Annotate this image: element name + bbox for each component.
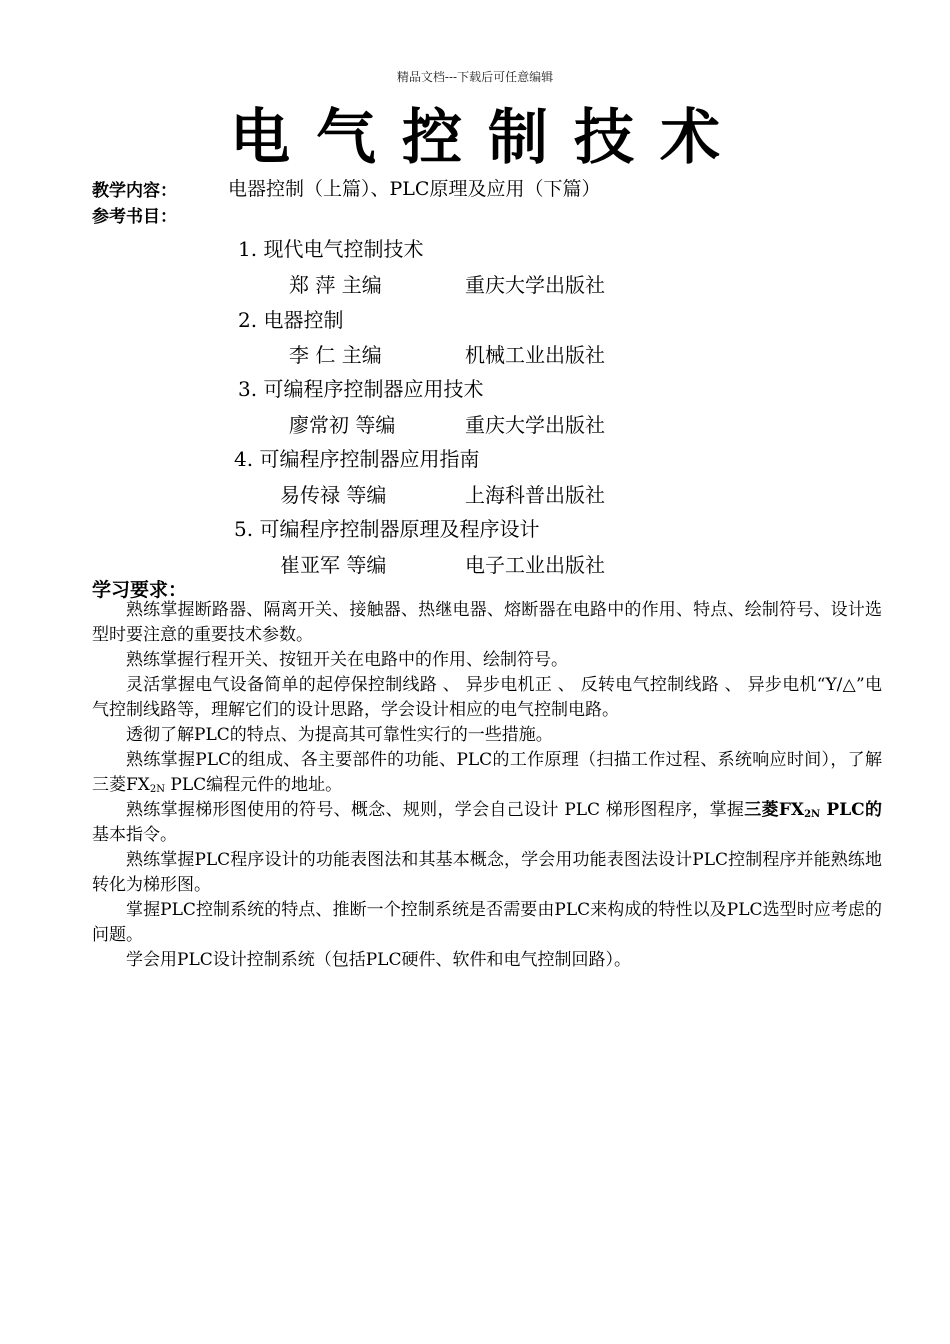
requirement-paragraph: 熟练掌握PLC程序设计的功能表图法和其基本概念，学会用功能表图法设计PLC控制程序并能熟练地转化为梯形图。	[92, 850, 882, 895]
book-author: 廖常初 等编	[289, 413, 396, 437]
requirement-paragraph: 掌握PLC控制系统的特点、推断一个控制系统是否需要由PLC来构成的特性以及PLC选型时应考虑的问题。	[92, 900, 882, 945]
book-entry	[234, 513, 539, 542]
teaching-content-text: 电器控制（上篇）、PLC原理及应用（下篇）	[228, 178, 601, 200]
book-entry	[238, 304, 343, 333]
book-title: 可编程序控制器应用技术	[263, 377, 484, 401]
book-number: 4.	[234, 447, 254, 471]
requirements-label: 学习要求：	[92, 579, 188, 601]
book-number: 2.	[238, 308, 258, 332]
book-author: 李 仁 主编	[289, 343, 382, 367]
requirement-paragraph	[92, 748, 882, 798]
book-entry	[238, 233, 423, 262]
requirement-paragraph: 熟练掌握行程开关、按钮开关在电路中的作用、绘制符号。	[126, 650, 568, 670]
book-entry	[238, 373, 483, 402]
requirement-paragraph: 学会用PLC设计控制系统（包括PLC硬件、软件和电气控制回路）。	[126, 950, 631, 970]
requirement-paragraph: 透彻了解PLC的特点、为提高其可靠性实行的一些措施。	[126, 725, 553, 745]
bold-run: 三菱FX	[744, 800, 805, 820]
requirement-paragraph: 灵活掌握电气设备简单的起停保控制线路 、 异步电机正 、 反转电气控制线路 、 异步电机“Y/△”电气控制线路等，理解它们的设计思路，学会设计相应的电气控制电路。	[92, 675, 882, 720]
requirement-paragraph: 熟练掌握断路器、隔离开关、接触器、热继电器、熔断器在电路中的作用、特点、绘制符号、设计选型时要注意的重要技术参数。	[92, 600, 882, 645]
bold-run: PLC的	[820, 800, 882, 820]
book-author: 郑 萍 主编	[289, 273, 382, 297]
text-run: 熟练掌握梯形图使用的符号、概念、规则，学会自己设计 PLC 梯形图程序，掌握	[126, 800, 745, 820]
text-run: PLC编程元件的地址。	[165, 775, 343, 795]
text-run: 熟练掌握PLC的组成、各主要部件的功能、PLC的工作原理（扫描工作过程、系统响应时间），了解三菱FX	[92, 750, 882, 795]
book-entry	[234, 443, 479, 472]
book-number: 3.	[238, 377, 258, 401]
book-title: 现代电气控制技术	[263, 237, 424, 261]
references-label: 参考书目：	[92, 207, 177, 227]
teaching-content-label: 教学内容：	[92, 181, 177, 201]
header-note: 精品文档---下载后可任意编辑	[396, 70, 554, 84]
book-title: 电器控制	[263, 308, 344, 332]
book-number: 5.	[234, 517, 254, 541]
book-publisher: 机械工业出版社	[465, 343, 605, 367]
book-publisher: 重庆大学出版社	[465, 273, 605, 297]
subscript: 2N	[149, 784, 166, 795]
requirement-paragraph	[92, 798, 882, 848]
book-publisher: 上海科普出版社	[465, 483, 605, 507]
book-author: 崔亚军 等编	[280, 553, 387, 577]
book-title: 可编程序控制器应用指南	[259, 447, 480, 471]
book-author: 易传禄 等编	[280, 483, 387, 507]
book-publisher: 重庆大学出版社	[465, 413, 605, 437]
book-title: 可编程序控制器原理及程序设计	[259, 517, 540, 541]
document-title: 电气控制技术	[230, 103, 746, 173]
requirements-body	[92, 598, 882, 973]
subscript: 2N	[804, 809, 821, 820]
book-number: 1.	[238, 237, 258, 261]
book-publisher: 电子工业出版社	[465, 553, 605, 577]
text-run: 基本指令。	[92, 825, 177, 845]
